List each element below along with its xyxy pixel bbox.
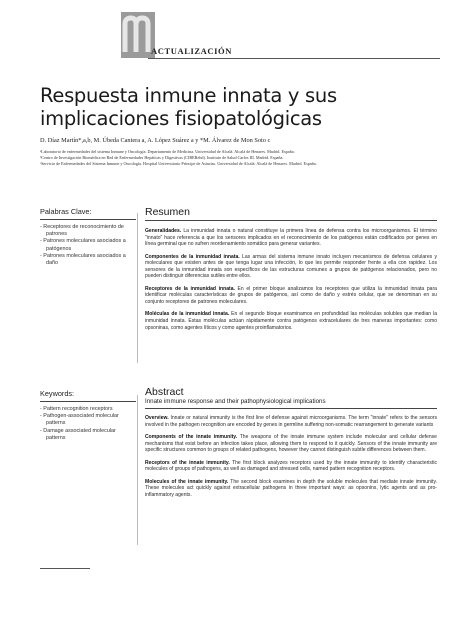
keyword-item: - Pathogen-associated molecular patterns — [40, 413, 136, 427]
affiliations — [40, 149, 460, 168]
keywords-es-list — [40, 224, 136, 267]
keyword-item: - Damage associated molecular patterns — [40, 428, 136, 442]
affiliation-c: ᶜServicio de Enfermedades del Sistema Inmune y Oncología. Hospital Universitario Príncipe de Asturias. Universidad de Alcalá. Alcalá de Henares. Madrid. España. — [40, 161, 317, 167]
column-rule — [137, 213, 138, 363]
abstract-paragraph — [145, 460, 437, 473]
affiliation-a: ᵃLaboratorio de enfermedades del sistema Inmune y Oncología. Departamento de Medicina. Universidad de Alcalá. Alcalá de Henares. Madrid. España. — [40, 149, 295, 154]
paragraph-text: The weapons of the innate immune system include molecular and cellular defense mechanisms that exist before an infection takes place, allowing them to respond to it quickly. Sensors of the innate immunity are specific structures common to groups of related pathogens, however they cannot distinguish subtle differences between them. — [145, 434, 437, 454]
resumen-paragraph — [145, 311, 437, 331]
paragraph-lead: Receptores de la inmunidad innata. — [145, 285, 235, 292]
abstract-section — [145, 386, 437, 504]
footnote-divider — [40, 568, 90, 569]
abstract-subtitle: Innate immune response and their pathophysiological implications — [145, 398, 437, 409]
paragraph-text: Las armas del sistema inmune innato incluyen mecanismos de defensa celulares y moleculares que existen antes de que tenga lugar una infección, lo que les permite responder frente a ella con rapidez. Los sensores de la inmunidad innata son específicos de las estructuras comunes a grupos de patógenos relacionados, pero no pueden distinguir diferencias sutiles entre ellos. — [145, 253, 437, 280]
column-rule — [137, 395, 138, 545]
article-title: Respuesta inmune innata y sus implicaciones fisiopatológicas — [40, 84, 337, 130]
section-label: ACTUALIZACIÓN — [151, 46, 233, 56]
keywords-en-block — [40, 389, 136, 442]
keyword-item: - Patrones moleculares asociados a daño — [40, 253, 136, 267]
keywords-es-heading: Palabras Clave: — [40, 207, 136, 220]
paragraph-text: La inmunidad innata o natural constituye la primera línea de defensa contra los microorganismos. El término "innato" hace referencia a que los sensores implicados en el reconocimiento de los patógenos están codificados por genes en línea germinal que no sufren reordenamiento somático para generar variantes. — [145, 228, 437, 248]
resumen-heading: Resumen — [145, 206, 437, 221]
resumen-paragraph — [145, 286, 437, 306]
abstract-paragraph — [145, 434, 437, 454]
journal-logo-icon — [121, 12, 155, 58]
abstract-paragraph — [145, 415, 437, 428]
paragraph-lead: Receptors of the innate immunity. — [145, 459, 230, 466]
keyword-item: - Patrones moleculares asociados a patógenos — [40, 238, 136, 252]
resumen-paragraph — [145, 228, 437, 248]
keywords-en-list — [40, 406, 136, 442]
resumen-paragraph — [145, 254, 437, 280]
keyword-item: - Receptores de reconocimiento de patrones — [40, 224, 136, 238]
keywords-es-block — [40, 207, 136, 267]
paragraph-text: En el primer bloque analizamos los receptores que utiliza la inmunidad innata para identificar moléculas características de grupos de patógenos, así como de daño y estrés celular, que se denominan en su conjunto receptores de patrones moleculares. — [145, 285, 437, 305]
paragraph-lead: Overview. — [145, 415, 169, 421]
author-list: D. Díaz Martín*,a,b, M. Úbeda Cantera a, A. López Suárez a y *M. Álvarez de Mon Soto c — [40, 137, 271, 144]
paragraph-text: The second block examines in depth the soluble molecules that mediate innate immunity. These molecules act quickly against extracellular pathogens in three important ways: as opsonins, lytic agents and as pro-inflammatory agents. — [145, 478, 437, 498]
resumen-section — [145, 206, 437, 337]
keywords-en-heading: Keywords: — [40, 389, 136, 402]
paragraph-text: Innate or natural immunity is the first line of defense against microorganisms. The term "innate" refers to the sensors involved in the pathogen recognition are encoded by genes in germline suffering non-somatic rearrangement to generate variants — [145, 415, 437, 428]
paragraph-lead: Componentes de la inmunidad innata. — [145, 253, 240, 260]
abstract-heading: Abstract — [145, 386, 184, 398]
paragraph-lead: Moléculas de la inmunidad innata. — [145, 311, 230, 318]
affiliation-b: ᵇCentro de Investigación Biomédica en Red de Enfermedades Hepáticas y Digestivas (CIBERehd). Instituto de Salud Carlos III. Madrid. España. — [40, 155, 284, 161]
paragraph-lead: Molecules of the innate immunity. — [145, 478, 229, 485]
paragraph-text: En el segundo bloque examinamos en profundidad las moléculas solubles que median la inmunidad innata. Estas moléculas actúan rápidamente contra patógenos extracelulares de tres maneras importantes: como opsoninas, como agentes líticos y como agentes proinflamatorios. — [145, 311, 438, 331]
abstract-paragraph — [145, 479, 437, 499]
paragraph-lead: Generalidades. — [145, 228, 182, 234]
section-divider — [148, 58, 440, 59]
keyword-item: - Pattern recognition receptors — [40, 406, 136, 413]
paragraph-lead: Components of the innate immunity. — [145, 434, 238, 441]
paragraph-text: The first block analyzes receptors used by the innate immunity to identify characteristic molecules of groups of pathogens, as well as damaged and stressed cells, named pattern recognition receptors. — [145, 459, 437, 473]
